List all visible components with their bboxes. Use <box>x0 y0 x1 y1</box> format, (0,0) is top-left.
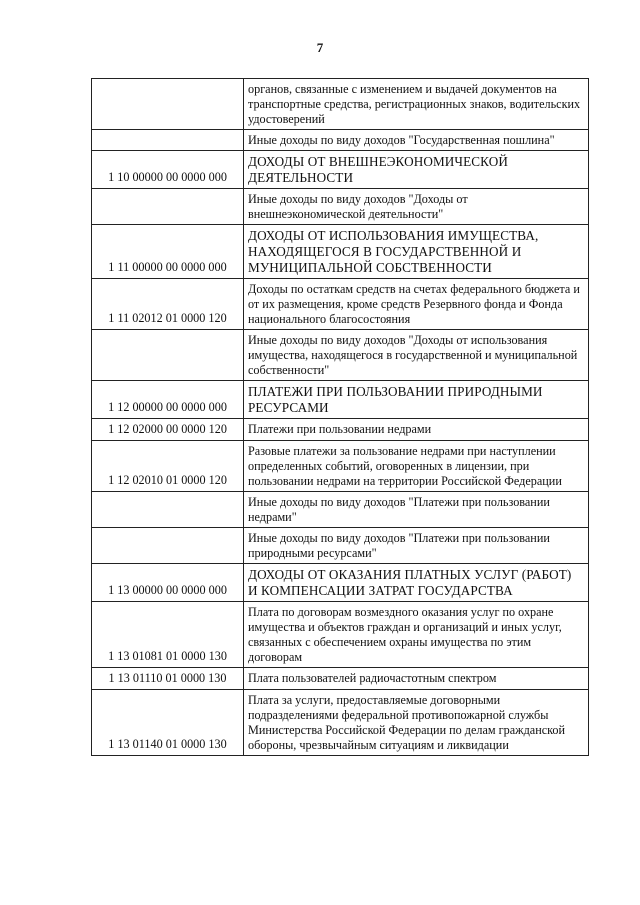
section-heading-cell: ДОХОДЫ ОТ ИСПОЛЬЗОВАНИЯ ИМУЩЕСТВА, НАХОДЯЩЕГОСЯ В ГОСУДАРСТВЕННОЙ И МУНИЦИПАЛЬНОЙ СОБСТВЕННОСТИ <box>244 225 589 279</box>
code-cell: 1 11 00000 00 0000 000 <box>92 225 244 279</box>
description-cell: Иные доходы по виду доходов "Доходы от внешнеэкономической деятельности" <box>244 189 589 225</box>
table-row <box>92 528 589 564</box>
code-cell: 1 10 00000 00 0000 000 <box>92 151 244 189</box>
table-row <box>92 441 589 492</box>
table-body <box>92 79 589 756</box>
table-row <box>92 151 589 189</box>
code-cell <box>92 189 244 225</box>
section-heading-cell: ДОХОДЫ ОТ ОКАЗАНИЯ ПЛАТНЫХ УСЛУГ (РАБОТ) И КОМПЕНСАЦИИ ЗАТРАТ ГОСУДАРСТВА <box>244 564 589 602</box>
description-cell: Доходы по остаткам средств на счетах федерального бюджета и от их размещения, кроме средств Резервного фонда и Фонда национального благосостояния <box>244 279 589 330</box>
table-row <box>92 381 589 419</box>
code-cell: 1 13 01081 01 0000 130 <box>92 602 244 668</box>
code-cell <box>92 492 244 528</box>
description-cell: органов, связанные с изменением и выдачей документов на транспортные средства, регистрационных знаков, водительских удостоверений <box>244 79 589 130</box>
table-row <box>92 419 589 441</box>
code-cell <box>92 79 244 130</box>
table-row <box>92 79 589 130</box>
table-row <box>92 668 589 690</box>
table-row <box>92 130 589 151</box>
section-heading-cell: ДОХОДЫ ОТ ВНЕШНЕЭКОНОМИЧЕСКОЙ ДЕЯТЕЛЬНОСТИ <box>244 151 589 189</box>
table-row <box>92 690 589 756</box>
table-row <box>92 602 589 668</box>
description-cell: Разовые платежи за пользование недрами при наступлении определенных событий, оговоренных в лицензии, при пользовании недрами на территории Российской Федерации <box>244 441 589 492</box>
code-cell: 1 12 02010 01 0000 120 <box>92 441 244 492</box>
table-row <box>92 225 589 279</box>
page-number: 7 <box>316 40 324 55</box>
code-cell: 1 12 00000 00 0000 000 <box>92 381 244 419</box>
code-cell: 1 12 02000 00 0000 120 <box>92 419 244 441</box>
budget-classification-table <box>91 78 589 756</box>
code-cell <box>92 528 244 564</box>
description-cell: Иные доходы по виду доходов "Платежи при пользовании природными ресурсами" <box>244 528 589 564</box>
table-row <box>92 279 589 330</box>
description-cell: Платежи при пользовании недрами <box>244 419 589 441</box>
table-row <box>92 492 589 528</box>
description-cell: Плата пользователей радиочастотным спектром <box>244 668 589 690</box>
code-cell: 1 13 00000 00 0000 000 <box>92 564 244 602</box>
description-cell: Иные доходы по виду доходов "Доходы от использования имущества, находящегося в государственной и муниципальной собственности" <box>244 330 589 381</box>
code-cell: 1 13 01140 01 0000 130 <box>92 690 244 756</box>
table-row <box>92 330 589 381</box>
description-cell: Плата за услуги, предоставляемые договорными подразделениями федеральной противопожарной службы Министерства Российской Федерации по делам гражданской обороны, чрезвычайным ситуациям и ликвидации <box>244 690 589 756</box>
section-heading-cell: ПЛАТЕЖИ ПРИ ПОЛЬЗОВАНИИ ПРИРОДНЫМИ РЕСУРСАМИ <box>244 381 589 419</box>
code-cell <box>92 130 244 151</box>
description-cell: Иные доходы по виду доходов "Платежи при пользовании недрами" <box>244 492 589 528</box>
code-cell: 1 13 01110 01 0000 130 <box>92 668 244 690</box>
description-cell: Иные доходы по виду доходов "Государственная пошлина" <box>244 130 589 151</box>
description-cell: Плата по договорам возмездного оказания услуг по охране имущества и объектов граждан и организаций и иных услуг, связанных с обеспечением охраны имущества по этим договорам <box>244 602 589 668</box>
table-row <box>92 564 589 602</box>
table-row <box>92 189 589 225</box>
code-cell: 1 11 02012 01 0000 120 <box>92 279 244 330</box>
code-cell <box>92 330 244 381</box>
